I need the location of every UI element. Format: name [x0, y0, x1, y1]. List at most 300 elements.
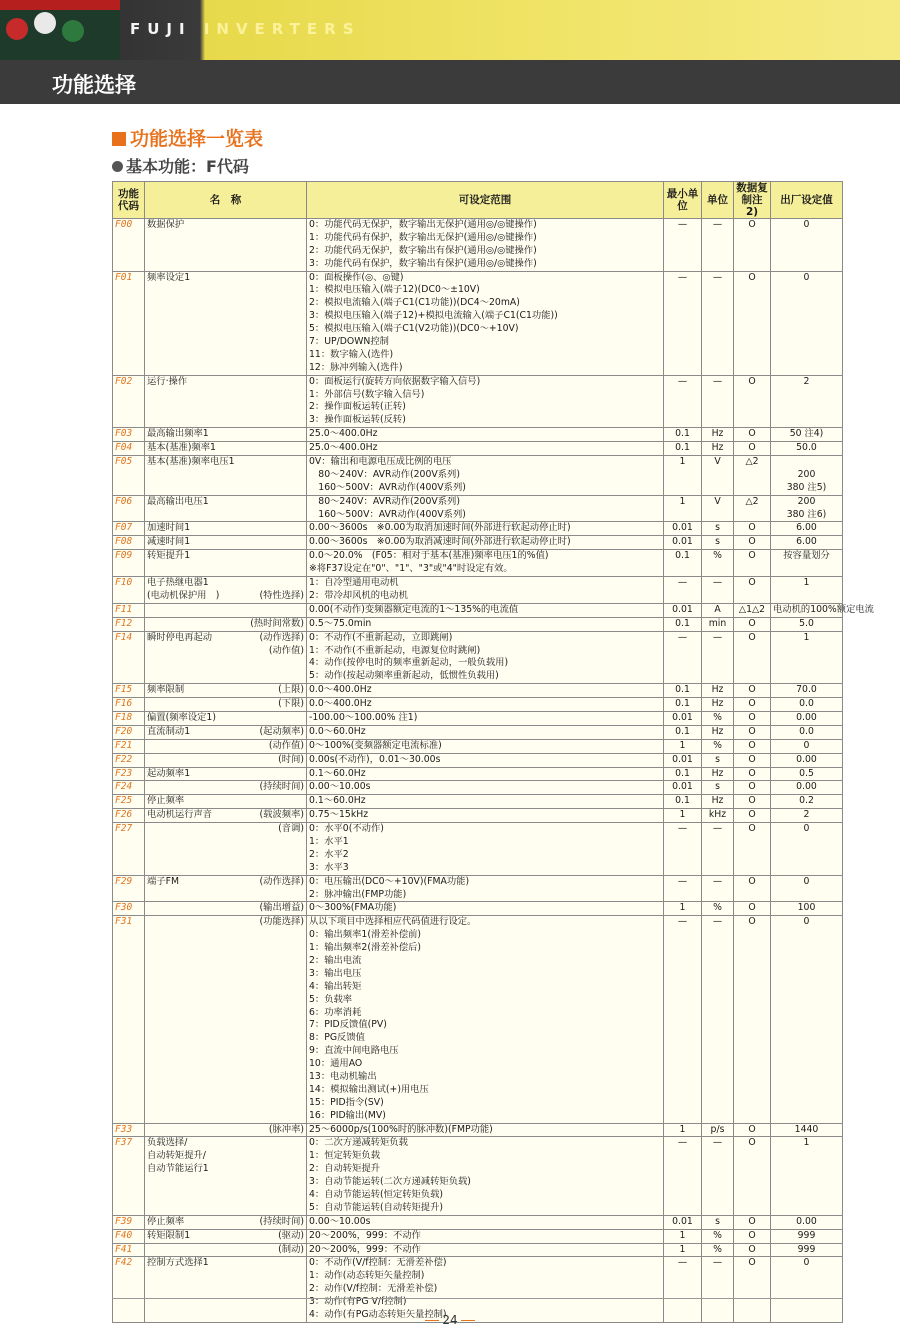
col-copy-header: 数据复制注2) — [734, 182, 771, 219]
row-name — [145, 795, 307, 809]
row-copy — [734, 1215, 771, 1229]
row-code — [113, 550, 145, 577]
row-copy — [734, 809, 771, 823]
row-code — [113, 875, 145, 902]
row-name — [145, 577, 307, 604]
data-copy: O — [748, 428, 756, 440]
name-line — [147, 219, 304, 232]
function-code: F14 — [115, 631, 133, 643]
factory-value: 2 — [803, 809, 810, 821]
range-line: 1：不动作(不重新起动，电源复位时跳闸) — [309, 644, 481, 656]
range-line: 1：水平1 — [309, 835, 349, 847]
min-unit: 1 — [679, 1229, 686, 1241]
row-unit — [702, 875, 734, 902]
min-unit: — — [677, 916, 688, 928]
name-sub: (动作值) — [268, 739, 304, 751]
row-min — [664, 456, 702, 496]
table-row — [113, 781, 843, 795]
row-copy — [734, 456, 771, 496]
name-line — [147, 376, 304, 389]
row-name — [145, 916, 307, 1123]
row-factory — [771, 916, 843, 1123]
row-unit — [702, 684, 734, 698]
function-code: F07 — [115, 522, 133, 534]
row-copy — [734, 916, 771, 1123]
row-name — [145, 739, 307, 753]
name-main: 最高输出电压1 — [147, 495, 209, 507]
min-unit: — — [677, 271, 688, 283]
row-name — [145, 725, 307, 739]
data-copy: O — [748, 753, 756, 765]
table-row — [113, 219, 843, 272]
min-unit: 0.01 — [672, 536, 693, 548]
range-line: 3：水平3 — [309, 861, 349, 873]
row-factory — [771, 781, 843, 795]
row-code — [113, 522, 145, 536]
row-copy — [734, 875, 771, 902]
factory-value: 100 — [797, 902, 816, 914]
name-sub: (持续时间) — [259, 781, 304, 793]
row-range — [307, 795, 664, 809]
range-line: 10：通用AO — [309, 1058, 363, 1070]
name-line — [147, 1163, 304, 1176]
table-row — [113, 684, 843, 698]
data-copy: O — [748, 1243, 756, 1255]
data-copy: O — [748, 739, 756, 751]
row-range — [307, 1137, 664, 1215]
sub-title — [112, 154, 249, 177]
min-unit: — — [677, 375, 688, 387]
page-number: 24 — [442, 1313, 458, 1327]
header-banner — [0, 0, 900, 60]
range-line: 0.0～400.0Hz — [309, 684, 372, 696]
row-unit — [702, 219, 734, 272]
data-copy: O — [748, 902, 756, 914]
function-code: F04 — [115, 442, 133, 454]
row-min — [664, 495, 702, 522]
col-factory-header: 出厂设定值 — [771, 182, 843, 219]
name-line — [147, 809, 304, 822]
function-code: F01 — [115, 271, 133, 283]
range-line: 5：负载率 — [309, 993, 353, 1005]
min-unit: 1 — [679, 902, 686, 914]
factory-value: 0.5 — [799, 767, 814, 779]
range-line: 0：面板操作(◎、◎键) — [309, 271, 404, 283]
name-line — [147, 684, 304, 697]
name-main: (电动机保护用 ) — [147, 589, 220, 601]
name-line — [147, 522, 304, 535]
range-line: 1：动作(动态转矩矢量控制) — [309, 1270, 425, 1282]
row-range — [307, 456, 664, 496]
row-factory — [771, 522, 843, 536]
unit: % — [713, 711, 722, 723]
title-bar — [0, 60, 900, 104]
row-unit — [702, 711, 734, 725]
row-min — [664, 875, 702, 902]
function-code: F33 — [115, 1123, 133, 1135]
row-min — [664, 684, 702, 698]
row-range — [307, 902, 664, 916]
row-range — [307, 603, 664, 617]
function-code: F40 — [115, 1229, 133, 1241]
factory-value: 0.0 — [799, 725, 814, 737]
row-min — [664, 823, 702, 876]
range-line: 16：PID输出(MV) — [309, 1109, 386, 1121]
row-factory — [771, 725, 843, 739]
row-unit — [702, 725, 734, 739]
row-factory — [771, 456, 843, 496]
data-copy: O — [748, 795, 756, 807]
function-code: F24 — [115, 781, 133, 793]
row-min — [664, 550, 702, 577]
name-line — [147, 645, 304, 658]
data-copy: O — [748, 1123, 756, 1135]
row-range — [307, 875, 664, 902]
row-range — [307, 550, 664, 577]
row-factory — [771, 684, 843, 698]
row-name — [145, 684, 307, 698]
row-name — [145, 823, 307, 876]
unit: — — [712, 577, 723, 589]
function-code: F09 — [115, 550, 133, 562]
range-line: 0～100%(变频器额定电流标准) — [309, 739, 442, 751]
row-min — [664, 711, 702, 725]
name-main: 减速时间1 — [147, 536, 191, 548]
row-unit — [702, 603, 734, 617]
function-code: F02 — [115, 375, 133, 387]
function-code: F42 — [115, 1257, 133, 1269]
name-sub: (起动频率) — [259, 725, 304, 737]
name-main: 加速时间1 — [147, 522, 191, 534]
name-line — [147, 795, 304, 808]
row-copy — [734, 1229, 771, 1243]
row-factory — [771, 495, 843, 522]
table-row — [113, 823, 843, 876]
data-copy: O — [748, 375, 756, 387]
row-copy — [734, 631, 771, 684]
row-min — [664, 1123, 702, 1137]
inverter-display — [0, 0, 120, 10]
brand-part-b: INVERTERS — [203, 20, 361, 38]
row-code — [113, 1215, 145, 1229]
data-copy: O — [748, 916, 756, 928]
table-row — [113, 916, 843, 1123]
row-name — [145, 875, 307, 902]
name-main: 停止频率 — [147, 1215, 185, 1227]
unit: % — [713, 1243, 722, 1255]
row-min — [664, 428, 702, 442]
green-knob-icon — [62, 20, 84, 42]
row-unit — [702, 617, 734, 631]
row-code — [113, 809, 145, 823]
range-line: 1：自冷型通用电动机 — [309, 577, 399, 589]
min-unit: 0.01 — [672, 522, 693, 534]
factory-value: 0 — [803, 271, 810, 283]
row-copy — [734, 823, 771, 876]
row-code — [113, 684, 145, 698]
function-code: F26 — [115, 809, 133, 821]
factory-value: 70.0 — [796, 684, 817, 696]
row-range — [307, 522, 664, 536]
row-name — [145, 495, 307, 522]
name-main: 电子热继电器1 — [147, 577, 209, 589]
table-body — [113, 219, 874, 1323]
row-unit — [702, 823, 734, 876]
row-copy — [734, 781, 771, 795]
name-line — [147, 536, 304, 549]
row-copy — [734, 550, 771, 577]
row-name — [145, 767, 307, 781]
table-row — [113, 375, 843, 428]
row-unit — [702, 442, 734, 456]
min-unit: 0.1 — [675, 428, 690, 440]
min-unit: — — [677, 1137, 688, 1149]
range-line: 12：脉冲列输入(选件) — [309, 361, 403, 373]
row-copy — [734, 684, 771, 698]
row-min — [664, 767, 702, 781]
row-factory — [771, 219, 843, 272]
min-unit: 1 — [679, 1243, 686, 1255]
row-range — [307, 684, 664, 698]
row-min — [664, 219, 702, 272]
row-name — [145, 550, 307, 577]
function-code: F18 — [115, 711, 133, 723]
name-main: 电动机运行声音 — [147, 809, 213, 821]
row-copy — [734, 577, 771, 604]
unit: — — [712, 631, 723, 643]
row-code — [113, 725, 145, 739]
name-line — [147, 1244, 304, 1257]
inverter-photo — [0, 0, 120, 60]
range-line: 0.00～10.00s — [309, 1215, 371, 1227]
row-unit — [702, 781, 734, 795]
unit: kHz — [708, 809, 727, 821]
name-line — [147, 496, 304, 509]
table-row — [113, 495, 843, 522]
name-line — [147, 916, 304, 929]
row-min — [664, 902, 702, 916]
row-unit — [702, 809, 734, 823]
range-line: 0.1～60.0Hz — [309, 795, 366, 807]
name-sub: (动作选择) — [259, 875, 304, 887]
row-min — [664, 1229, 702, 1243]
range-line: 0.0～400.0Hz — [309, 698, 372, 710]
factory-value: 380 注5) — [786, 481, 827, 493]
range-line: 0：水平0(不动作) — [309, 823, 384, 835]
row-code — [113, 577, 145, 604]
range-line: 1：外部信号(数字输入信号) — [309, 388, 425, 400]
factory-value: 0.00 — [796, 711, 817, 723]
row-min — [664, 536, 702, 550]
row-name — [145, 1229, 307, 1243]
table-header-row — [113, 182, 843, 219]
row-name — [145, 522, 307, 536]
factory-value: 1 — [803, 631, 810, 643]
row-copy — [734, 902, 771, 916]
row-min — [664, 739, 702, 753]
table-row — [113, 1243, 843, 1257]
row-range — [307, 495, 664, 522]
function-code: F22 — [115, 753, 133, 765]
name-sub: (动作选择) — [259, 631, 304, 643]
row-min — [664, 725, 702, 739]
factory-value: 按容量划分 — [783, 550, 830, 562]
table-row — [113, 739, 843, 753]
factory-value: 0 — [803, 1257, 810, 1269]
range-line: 0：不动作(V/f控制：无滑差补偿) — [309, 1257, 447, 1269]
row-min — [664, 916, 702, 1123]
row-factory — [771, 1215, 843, 1229]
data-copy: O — [748, 219, 756, 230]
row-factory — [771, 536, 843, 550]
row-min — [664, 1243, 702, 1257]
min-unit: — — [677, 577, 688, 589]
name-line — [147, 740, 304, 753]
row-factory — [771, 442, 843, 456]
table-row — [113, 767, 843, 781]
row-copy — [734, 795, 771, 809]
row-name — [145, 536, 307, 550]
col-range-header: 可设定范围 — [307, 182, 664, 219]
name-main: 基本(基准)频率电压1 — [147, 456, 235, 468]
factory-value: 999 — [797, 1229, 816, 1241]
name-line — [147, 272, 304, 285]
unit: p/s — [710, 1123, 725, 1135]
row-unit — [702, 902, 734, 916]
brand-name — [130, 20, 361, 38]
name-sub: (驱动) — [278, 1229, 304, 1241]
row-copy — [734, 1243, 771, 1257]
row-code — [113, 1137, 145, 1215]
range-line: 0.00～3600s ※0.00为取消减速时间(外部进行软起动停止时) — [309, 536, 571, 548]
row-unit — [702, 631, 734, 684]
page-footer — [0, 1313, 900, 1327]
range-line: 15：PID指令(SV) — [309, 1096, 384, 1108]
row-code — [113, 428, 145, 442]
name-line — [147, 1137, 304, 1150]
table-row — [113, 522, 843, 536]
function-code: F23 — [115, 767, 133, 779]
range-line: 4：输出转矩 — [309, 980, 362, 992]
name-main: 停止频率 — [147, 795, 185, 807]
function-code: F00 — [115, 219, 133, 230]
row-min — [664, 522, 702, 536]
range-line: ※将F37设定在"0"、"1"、"3"或"4"时设定有效。 — [309, 563, 513, 575]
row-unit — [702, 739, 734, 753]
range-line: 2：脉冲输出(FMP功能) — [309, 888, 407, 900]
name-line — [147, 590, 304, 603]
table-row — [113, 550, 843, 577]
unit: min — [708, 617, 727, 629]
min-unit: 0.01 — [672, 711, 693, 723]
row-code — [113, 698, 145, 712]
name-sub: (下限) — [278, 698, 304, 710]
row-min — [664, 809, 702, 823]
range-line: 0.00(不动作)变频器额定电流的1～135%的电流值 — [309, 603, 519, 615]
data-copy: O — [748, 271, 756, 283]
factory-value: 50.0 — [796, 442, 817, 454]
data-copy: O — [748, 711, 756, 723]
name-line — [147, 1216, 304, 1229]
row-range — [307, 781, 664, 795]
name-main: 频率限制 — [147, 684, 185, 696]
unit: V — [714, 495, 721, 507]
name-main: 自动转矩提升/ — [147, 1150, 206, 1162]
name-line — [147, 1257, 304, 1270]
range-line: -100.00～100.00% 注1) — [309, 711, 418, 723]
row-name — [145, 902, 307, 916]
name-main: 转矩限制1 — [147, 1229, 191, 1241]
row-unit — [702, 1137, 734, 1215]
page-title: 功能选择 — [52, 73, 136, 97]
row-min — [664, 781, 702, 795]
row-factory — [771, 271, 843, 375]
row-factory — [771, 617, 843, 631]
unit: V — [714, 456, 721, 468]
name-main: 基本(基准)频率1 — [147, 442, 216, 454]
name-main: 自动节能运行1 — [147, 1163, 209, 1175]
row-name — [145, 781, 307, 795]
name-line — [147, 1150, 304, 1163]
row-code — [113, 916, 145, 1123]
row-factory — [771, 631, 843, 684]
row-copy — [734, 536, 771, 550]
range-line: 0.1～60.0Hz — [309, 767, 366, 779]
row-name — [145, 456, 307, 496]
unit: Hz — [711, 795, 724, 807]
range-line: 9：直流中间电路电压 — [309, 1045, 399, 1057]
name-main: 负载选择/ — [147, 1137, 188, 1149]
range-line: 6：功率消耗 — [309, 1006, 362, 1018]
table-row — [113, 631, 843, 684]
min-unit: 0.01 — [672, 753, 693, 765]
min-unit: 0.1 — [675, 767, 690, 779]
name-line — [147, 618, 304, 631]
row-code — [113, 617, 145, 631]
data-copy: O — [748, 725, 756, 737]
data-copy: O — [748, 767, 756, 779]
function-code: F11 — [115, 603, 133, 615]
function-code: F37 — [115, 1137, 133, 1149]
row-range — [307, 442, 664, 456]
row-copy — [734, 495, 771, 522]
unit: % — [713, 739, 722, 751]
range-line: 0：面板运行(旋转方向依据数字输入信号) — [309, 375, 481, 387]
name-main: 频率设定1 — [147, 271, 191, 283]
unit: s — [715, 522, 720, 534]
row-factory — [771, 375, 843, 428]
data-copy: O — [748, 550, 756, 562]
range-line: 2：动作(V/f控制：无滑差补偿) — [309, 1283, 438, 1295]
row-min — [664, 753, 702, 767]
range-line: 0V：输出和电源电压成比例的电压 — [309, 456, 452, 468]
factory-value: 200 — [797, 495, 816, 507]
name-sub: (动作值) — [268, 644, 304, 656]
range-line: 0：输出频率1(滑差补偿前) — [309, 929, 422, 941]
data-copy: O — [748, 577, 756, 589]
row-factory — [771, 795, 843, 809]
min-unit: 0.1 — [675, 684, 690, 696]
name-line — [147, 712, 304, 725]
table-row — [113, 271, 843, 375]
data-copy: O — [748, 442, 756, 454]
row-factory — [771, 1137, 843, 1215]
name-main: 直流制动1 — [147, 725, 191, 737]
row-name — [145, 442, 307, 456]
row-unit — [702, 1215, 734, 1229]
factory-value: 999 — [797, 1243, 816, 1255]
data-copy: O — [748, 1257, 756, 1269]
